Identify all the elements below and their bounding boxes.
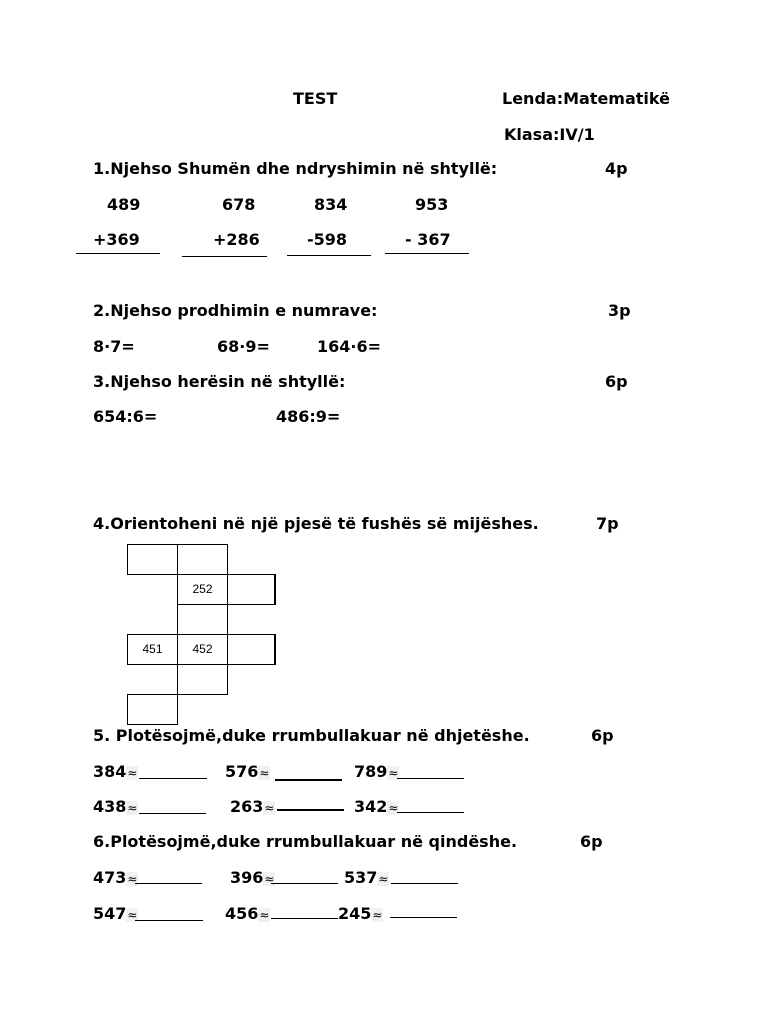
q5-item: 384≈ bbox=[93, 762, 138, 781]
q5-item: 438≈ bbox=[93, 797, 138, 816]
q1-top-number: 834 bbox=[314, 195, 348, 214]
q6-item: 456≈ bbox=[225, 904, 270, 923]
q2-points: 3p bbox=[608, 301, 631, 320]
q3-item: 654:6= bbox=[93, 407, 158, 426]
q5-item: 342≈ bbox=[354, 797, 399, 816]
q6-title: 6.Plotësojmë,duke rrumbullakuar në qindëshe. bbox=[93, 832, 518, 851]
answer-line bbox=[385, 253, 469, 254]
q1-bottom-number: - 367 bbox=[405, 230, 451, 249]
q4-title: 4.Orientoheni në një pjesë të fushës së mijëshes. bbox=[93, 514, 539, 533]
q2-item: 68·9= bbox=[217, 337, 270, 356]
q3-item: 486:9= bbox=[276, 407, 341, 426]
answer-line bbox=[139, 813, 206, 814]
q5-item: 789≈ bbox=[354, 762, 399, 781]
grid-cell: 252 bbox=[177, 574, 228, 605]
grid-cell[interactable] bbox=[127, 694, 178, 725]
q1-bottom-number: -598 bbox=[307, 230, 348, 249]
grid-cell[interactable] bbox=[177, 664, 228, 695]
answer-line bbox=[135, 920, 203, 921]
q1-title: 1.Njehso Shumën dhe ndryshimin në shtyllë: bbox=[93, 159, 498, 178]
q2-title: 2.Njehso prodhimin e numrave: bbox=[93, 301, 378, 320]
answer-line bbox=[391, 883, 458, 884]
answer-line bbox=[76, 253, 160, 254]
answer-line bbox=[271, 918, 338, 919]
subject-label: Lenda:Matematikë bbox=[502, 89, 670, 108]
grid-cell: 451 bbox=[127, 634, 178, 665]
q5-points: 6p bbox=[591, 726, 614, 745]
q2-item: 164·6= bbox=[317, 337, 382, 356]
q3-title: 3.Njehso herësin në shtyllë: bbox=[93, 372, 346, 391]
grid-cell[interactable] bbox=[127, 544, 178, 575]
q6-points: 6p bbox=[580, 832, 603, 851]
grid-cell[interactable] bbox=[177, 604, 228, 635]
q1-top-number: 678 bbox=[222, 195, 256, 214]
answer-line bbox=[277, 809, 344, 811]
q5-item: 576≈ bbox=[225, 762, 270, 781]
q6-item: 245≈ bbox=[338, 904, 383, 923]
q1-bottom-number: +286 bbox=[213, 230, 260, 249]
answer-line bbox=[287, 255, 371, 256]
answer-line bbox=[139, 778, 207, 779]
q1-top-number: 489 bbox=[107, 195, 141, 214]
answer-line bbox=[271, 883, 338, 884]
q1-top-number: 953 bbox=[415, 195, 449, 214]
answer-line bbox=[390, 917, 457, 918]
answer-line bbox=[182, 256, 267, 257]
grid-cell[interactable] bbox=[227, 574, 276, 605]
q2-item: 8·7= bbox=[93, 337, 135, 356]
answer-line bbox=[135, 883, 202, 884]
q6-item: 537≈ bbox=[344, 868, 389, 887]
class-label: Klasa:IV/1 bbox=[504, 125, 595, 144]
answer-line bbox=[397, 778, 464, 779]
answer-line bbox=[397, 812, 464, 813]
grid-cell: 452 bbox=[177, 634, 228, 665]
grid-cell[interactable] bbox=[177, 544, 228, 575]
answer-line bbox=[275, 779, 342, 781]
q1-bottom-number: +369 bbox=[93, 230, 140, 249]
q6-item: 396≈ bbox=[230, 868, 275, 887]
q6-item: 547≈ bbox=[93, 904, 138, 923]
grid-cell[interactable] bbox=[227, 634, 276, 665]
q6-item: 473≈ bbox=[93, 868, 138, 887]
q4-points: 7p bbox=[596, 514, 619, 533]
test-title: TEST bbox=[293, 89, 338, 108]
q5-item: 263≈ bbox=[230, 797, 275, 816]
q1-points: 4p bbox=[605, 159, 628, 178]
q3-points: 6p bbox=[605, 372, 628, 391]
q5-title: 5. Plotësojmë,duke rrumbullakuar në dhjetëshe. bbox=[93, 726, 530, 745]
